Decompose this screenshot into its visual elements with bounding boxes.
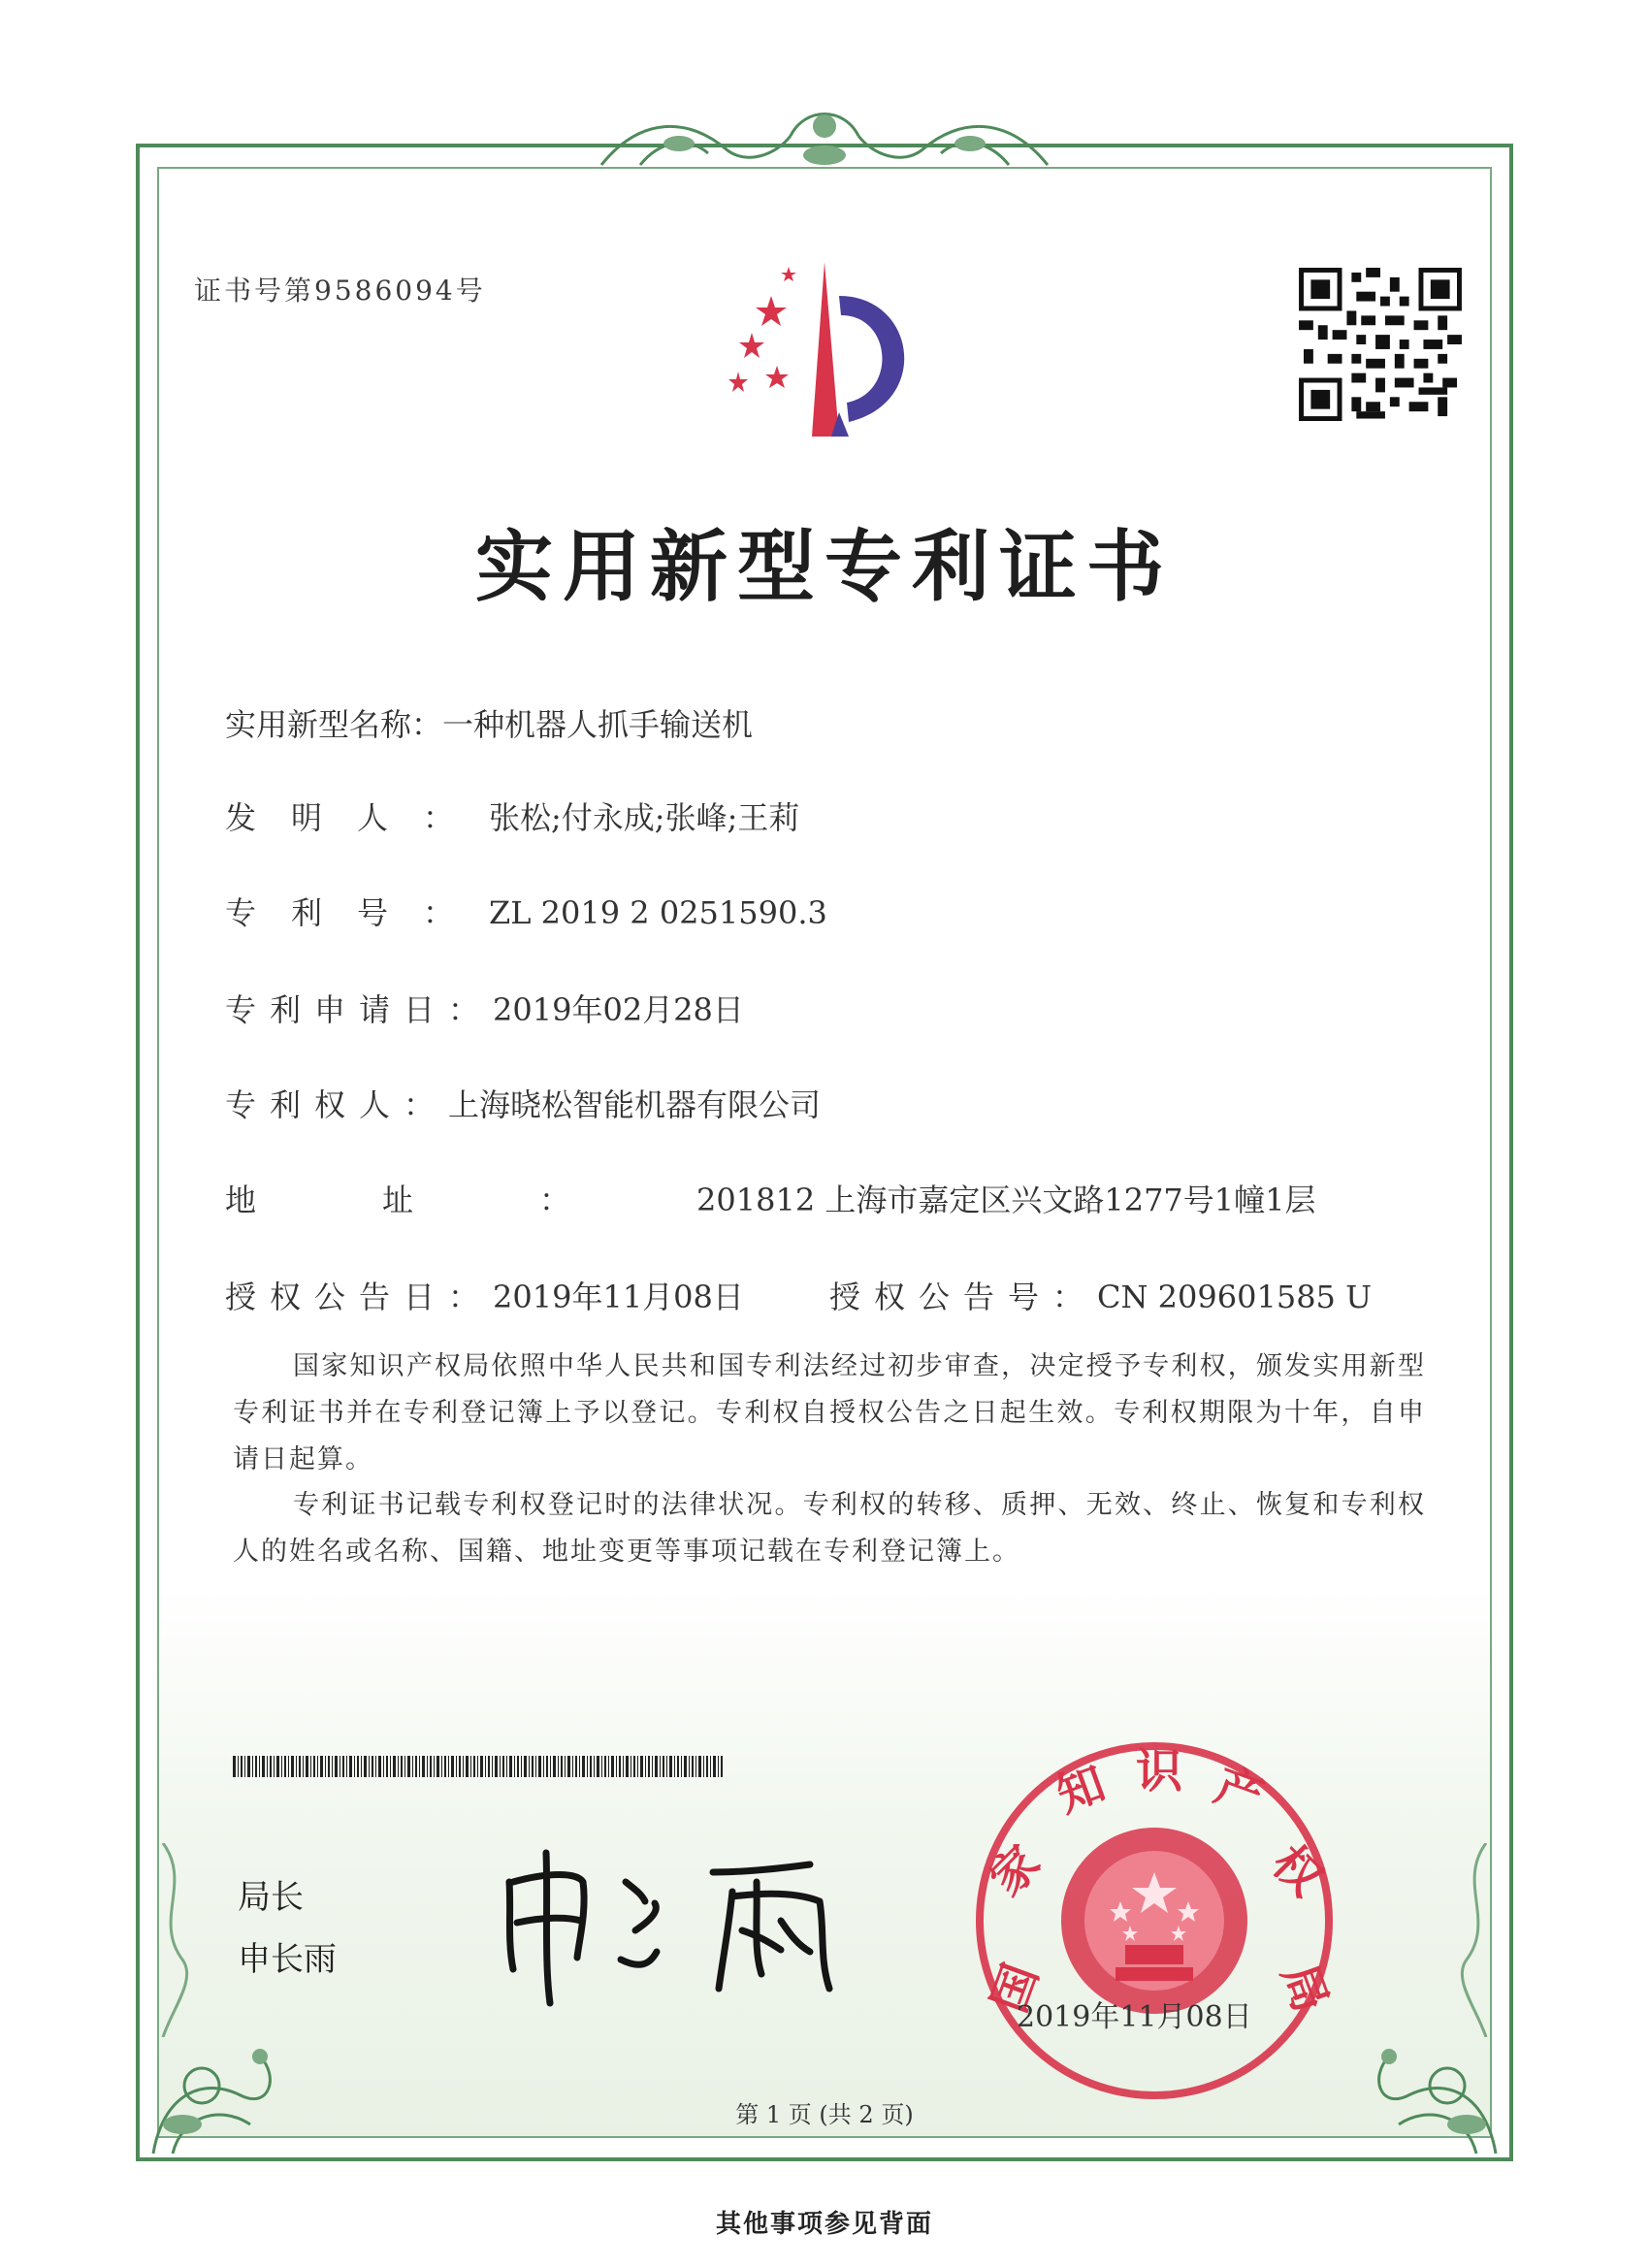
- body-paragraph-2: 专利证书记载专利权登记时的法律状况。专利权的转移、质押、无效、终止、恢复和专利权人的姓名或名称、国籍、地址变更等事项记载在专利登记簿上。: [233, 1490, 1426, 1567]
- address-label: 地址：: [225, 1182, 697, 1218]
- application-date-row: [225, 986, 744, 1030]
- patentee-label: 专利权人：: [225, 1086, 449, 1123]
- patent-number-label: 专利号：: [225, 894, 490, 931]
- application-date-value: 2019年02月28日: [493, 991, 744, 1028]
- utility-model-name-label: 实用新型名称：: [225, 706, 443, 743]
- barcode-icon: [233, 1756, 723, 1777]
- svg-text:家: 家: [979, 1834, 1051, 1907]
- top-ornament-icon: [582, 97, 1067, 184]
- grant-number-row: [829, 1273, 1372, 1317]
- svg-text:知: 知: [1050, 1756, 1113, 1824]
- address-value: 201812 上海市嘉定区兴文路1277号1幢1层: [696, 1182, 1316, 1218]
- grant-date-value: 2019年11月08日: [493, 1279, 744, 1315]
- bottom-left-ornament-icon: [144, 2018, 318, 2163]
- grant-date-row: [225, 1273, 744, 1317]
- svg-text:国: 国: [982, 1957, 1050, 2020]
- director-signature-icon: [490, 1843, 858, 2008]
- left-side-ornament-icon: [144, 1843, 202, 2037]
- certificate-number: 证书号第9586094号: [194, 275, 486, 307]
- inventor-row: [225, 794, 799, 838]
- svg-text:局: 局: [1271, 1957, 1339, 2020]
- director-name: 申长雨: [238, 1940, 337, 1979]
- footer-note: 其他事项参见背面: [715, 2210, 933, 2239]
- qr-code-icon: [1298, 268, 1463, 421]
- inventor-label: 发明人：: [225, 799, 490, 836]
- svg-text:识: 识: [1135, 1744, 1183, 1798]
- page-number: 第 1 页 (共 2 页): [735, 2101, 914, 2128]
- address-row: [225, 1176, 1316, 1220]
- patent-number-value: ZL 2019 2 0251590.3: [489, 894, 827, 931]
- patent-office-emblem-icon: [703, 257, 955, 451]
- grant-number-value: CN 209601585 U: [1097, 1279, 1373, 1315]
- seal-date: 2019年11月08日: [1017, 2000, 1252, 2034]
- svg-text:产: 产: [1208, 1758, 1271, 1826]
- patentee-row: [225, 1081, 821, 1125]
- inventor-value: 张松;付永成;张峰;王莉: [489, 799, 800, 836]
- utility-model-name-value: 一种机器人抓手输送机: [442, 706, 754, 743]
- director-title: 局长: [238, 1878, 304, 1917]
- patent-number-row: [225, 889, 827, 933]
- utility-model-name-row: [225, 700, 753, 745]
- svg-text:权: 权: [1261, 1834, 1334, 1907]
- certificate-title: 实用新型专利证书: [475, 521, 1174, 612]
- body-paragraph-1: 国家知识产权局依照中华人民共和国专利法经过初步审查，决定授予专利权，颁发实用新型专利证书并在专利登记簿上予以登记。专利权自授权公告之日起生效。专利权期限为十年，自申请日起算。: [233, 1351, 1426, 1474]
- grant-number-label: 授权公告号：: [829, 1279, 1098, 1315]
- patentee-value: 上海晓松智能机器有限公司: [448, 1086, 822, 1123]
- grant-date-label: 授权公告日：: [225, 1279, 494, 1315]
- right-side-ornament-icon: [1447, 1843, 1505, 2037]
- application-date-label: 专利申请日：: [225, 991, 494, 1028]
- office-seal-icon: [970, 1736, 1339, 2105]
- bottom-right-ornament-icon: [1331, 2018, 1505, 2163]
